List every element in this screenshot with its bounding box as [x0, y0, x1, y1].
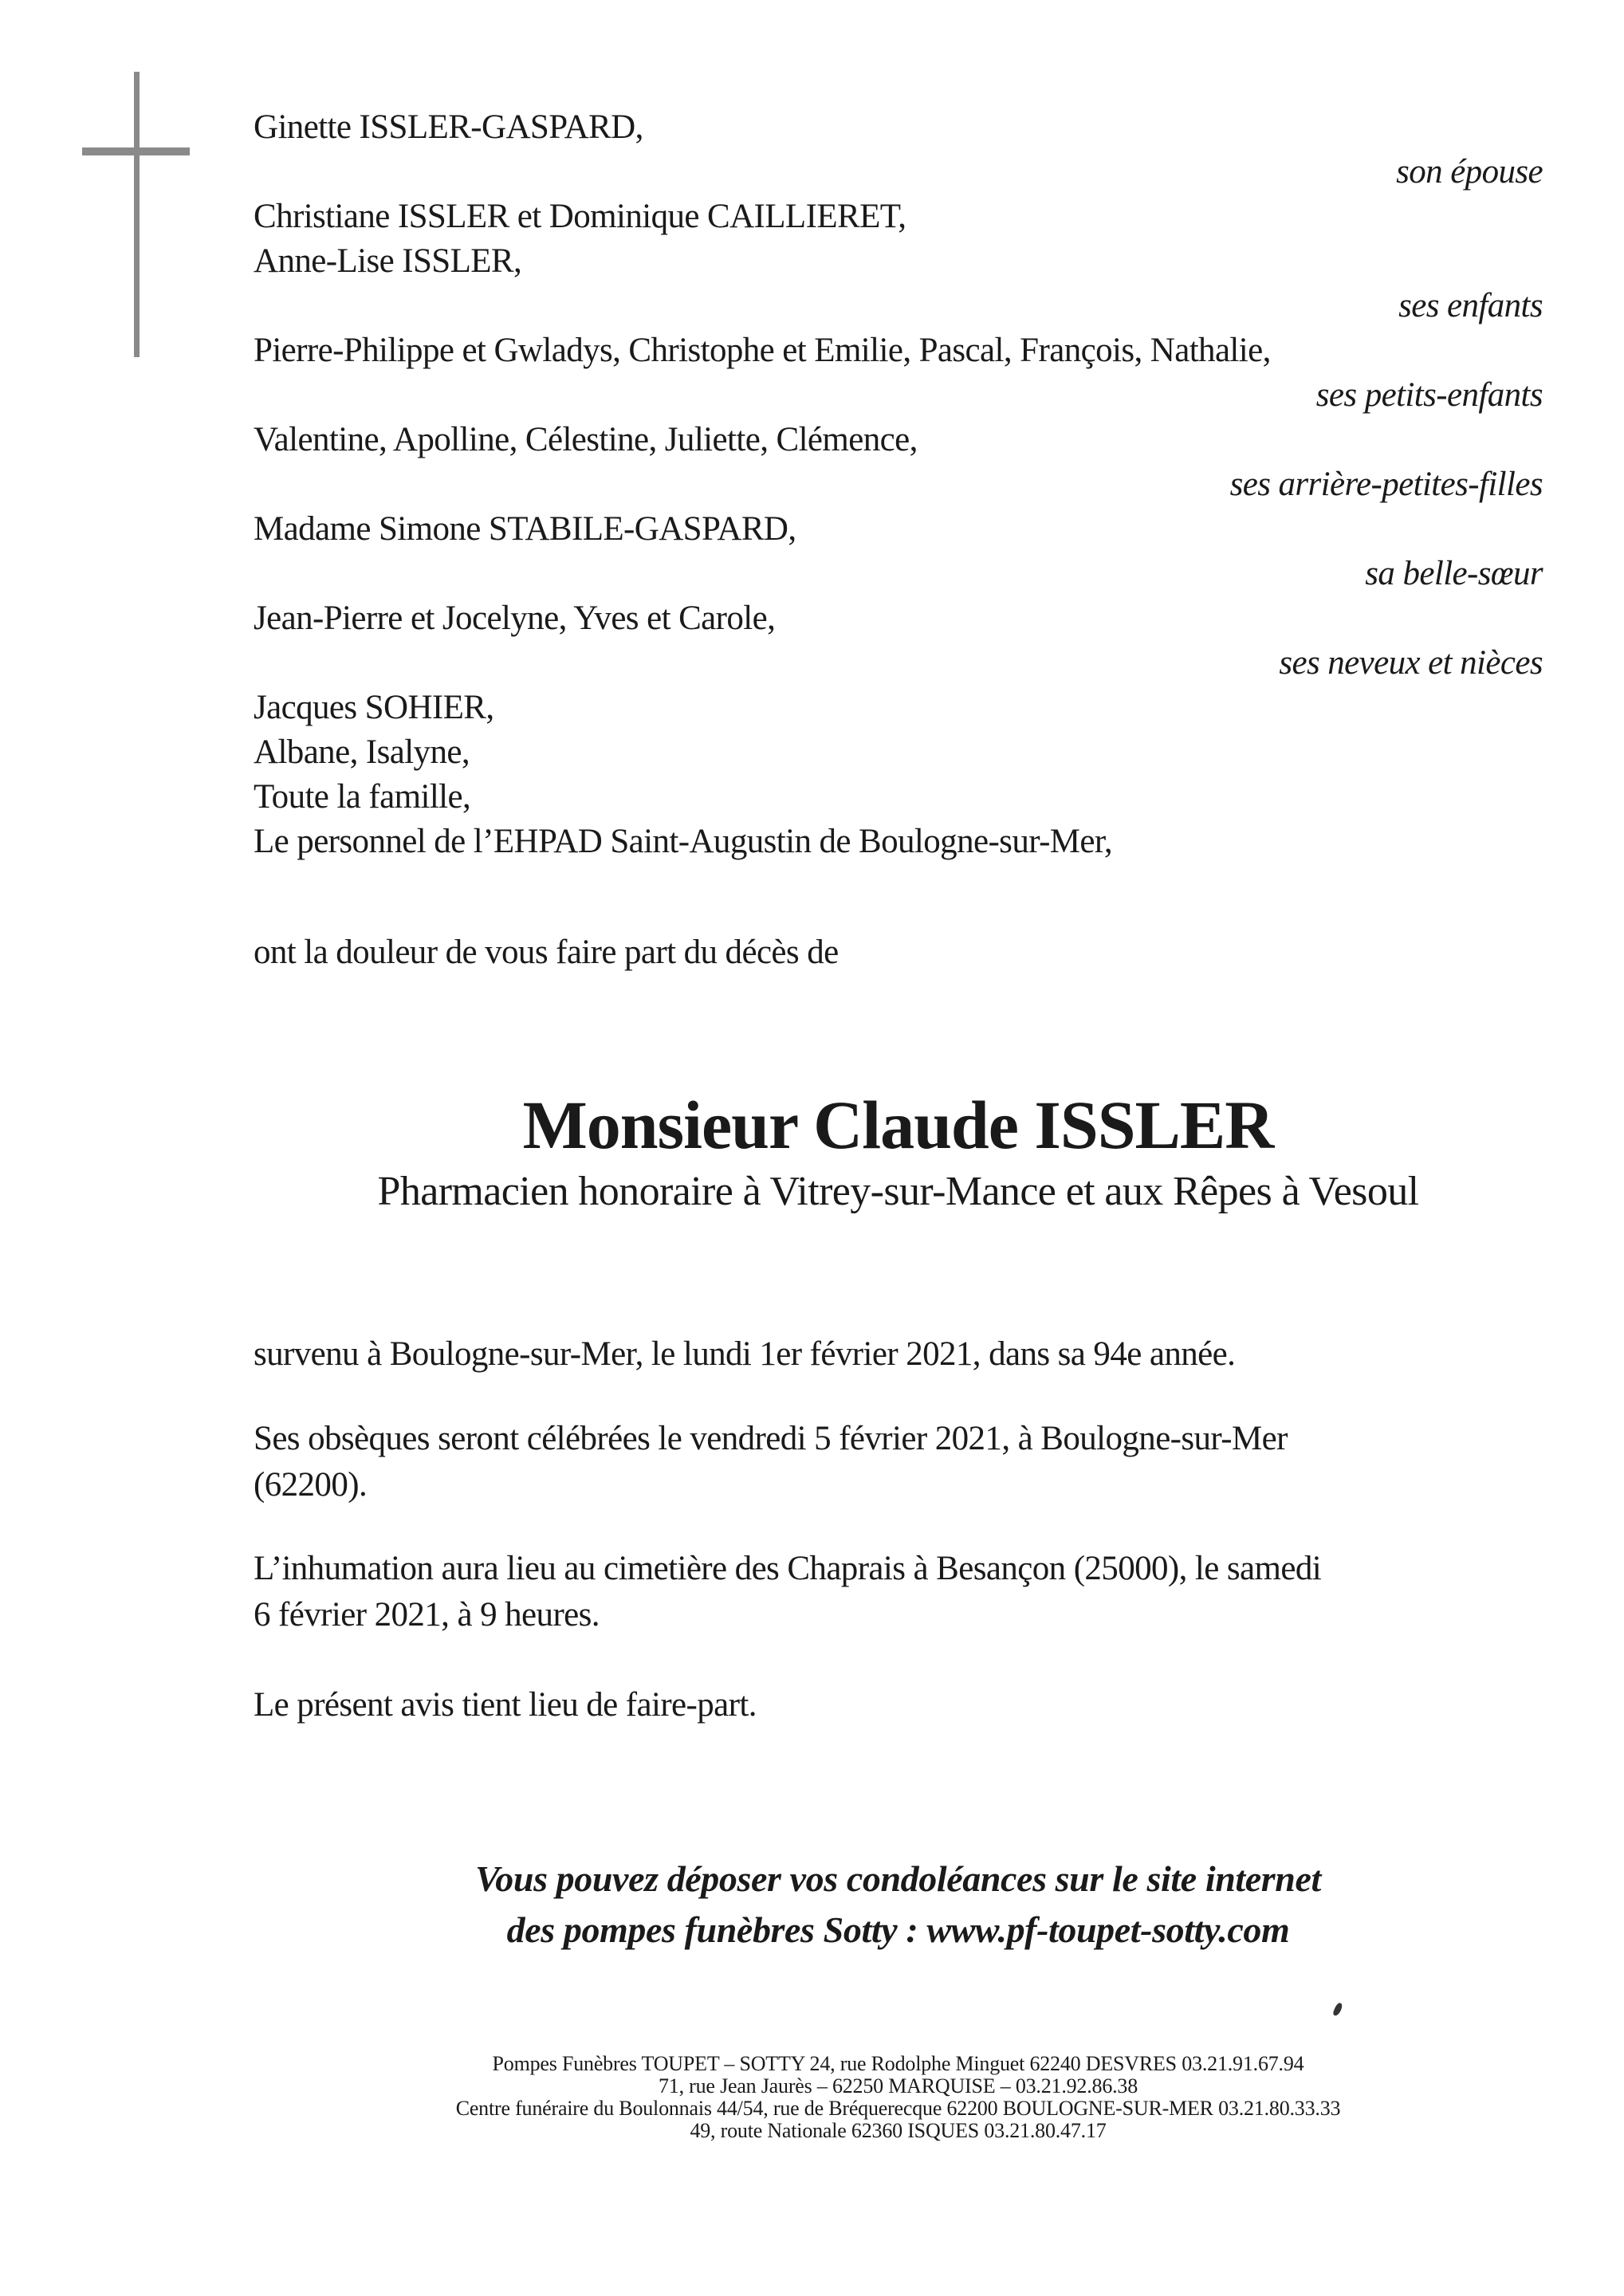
condolences-line: des pompes funèbres Sotty : www.pf-toupet-sotty.com: [506, 1909, 1290, 1950]
funeral-home-addresses: [254, 2053, 1543, 2142]
family-line: Jean-Pierre et Jocelyne, Yves et Carole,: [254, 600, 776, 637]
funeral-home-line: 49, route Nationale 62360 ISQUES 03.21.80.47.17: [690, 2119, 1107, 2142]
family-line: Toute la famille,: [254, 778, 471, 816]
family-line: Ginette ISSLER-GASPARD,: [254, 108, 643, 146]
paragraph-line: (62200).: [254, 1466, 368, 1504]
paragraph-line: survenu à Boulogne-sur-Mer, le lundi 1er février 2021, dans sa 94e année.: [254, 1335, 1236, 1373]
paragraph-line: 6 février 2021, à 9 heures.: [254, 1596, 600, 1634]
funeral-home-line: Pompes Funèbres TOUPET – SOTTY 24, rue Rodolphe Minguet 62240 DESVRES 03.21.91.67.94: [492, 2052, 1304, 2075]
family-line: Valentine, Apolline, Célestine, Juliette, Clémence,: [254, 421, 918, 458]
relation-label: ses petits-enfants: [1315, 376, 1543, 414]
announcement-line: ont la douleur de vous faire part du décès de: [254, 934, 839, 971]
paragraph-death: [254, 1331, 1543, 1378]
family-line: Anne-Lise ISSLER,: [254, 242, 522, 280]
paragraph-line: Ses obsèques seront célébrées le vendredi 5 février 2021, à Boulogne-sur-Mer: [254, 1420, 1288, 1457]
family-line: Jacques SOHIER,: [254, 689, 494, 726]
family-line: Albane, Isalyne,: [254, 733, 470, 771]
relation-label: sa belle-sœur: [1365, 555, 1543, 592]
condolences-note: [254, 1854, 1543, 1956]
deceased-description: Pharmacien honoraire à Vitrey-sur-Mance et aux Rêpes à Vesoul: [377, 1169, 1419, 1214]
family-line: Le personnel de l’EHPAD Saint-Augustin de Boulogne-sur-Mer,: [254, 823, 1113, 860]
family-line: Madame Simone STABILE-GASPARD,: [254, 510, 796, 548]
family-line: Christiane ISSLER et Dominique CAILLIERET,: [254, 198, 906, 235]
notice-content: [254, 105, 1543, 2142]
memorial-cross-vertical-bar: [134, 72, 140, 357]
memorial-cross-horizontal-bar: [82, 147, 190, 155]
relation-label: son épouse: [1396, 153, 1543, 191]
deceased-name: Monsieur Claude ISSLER: [522, 1087, 1274, 1163]
relation-label: ses arrière-petites-filles: [1229, 466, 1543, 503]
funeral-home-line: Centre funéraire du Boulonnais 44/54, rue de Bréquerecque 62200 BOULOGNE-SUR-MER 03.21.80.33.33: [455, 2097, 1341, 2120]
funeral-home-line: 71, rue Jean Jaurès – 62250 MARQUISE – 03.21.92.86.38: [658, 2074, 1138, 2097]
family-list: [254, 105, 1543, 864]
condolences-line: Vous pouvez déposer vos condoléances sur le site internet: [475, 1858, 1321, 1899]
paragraph-line: Le présent avis tient lieu de faire-part.: [254, 1686, 757, 1724]
family-line: Pierre-Philippe et Gwladys, Christophe et Emilie, Pascal, François, Nathalie,: [254, 332, 1271, 369]
paragraph-funeral: [254, 1416, 1543, 1508]
paragraph-burial: [254, 1546, 1543, 1638]
relation-label: ses neveux et nièces: [1279, 644, 1543, 682]
relation-label: ses enfants: [1398, 287, 1543, 324]
paragraph-line: L’inhumation aura lieu au cimetière des Chaprais à Besançon (25000), le samedi: [254, 1550, 1322, 1587]
paragraph-notice: [254, 1682, 1543, 1728]
